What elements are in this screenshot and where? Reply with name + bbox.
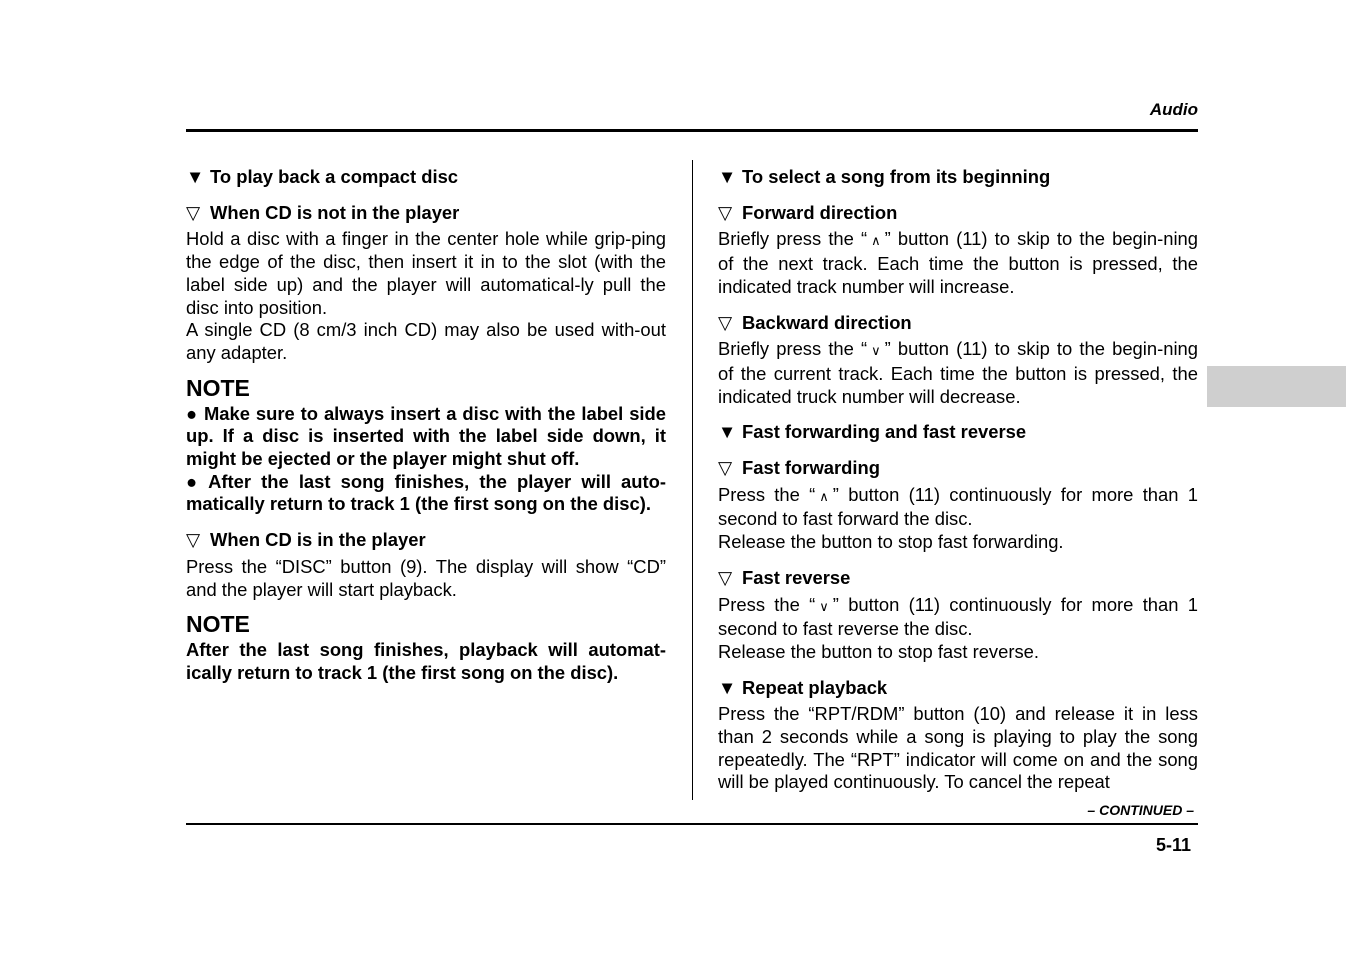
paragraph-fast-reverse: Press the “ ∨ ” button (11) continuously for more than 1 second to fast reverse the disc. (718, 593, 1199, 640)
paragraph-single-cd: A single CD (8 cm/3 inch CD) may also be used with-out any adapter. (186, 319, 666, 363)
up-arrow-icon: ∧ (871, 233, 881, 249)
heading-triangle-icon: ▼ (718, 421, 737, 443)
subheading-cd-not-in-player: ▽ When CD is not in the player (186, 201, 460, 223)
up-arrow-icon: ∧ (819, 488, 829, 504)
heading-triangle-icon: ▼ (186, 166, 205, 187)
bullet-icon: ● (186, 470, 203, 492)
subheading-triangle-icon: ▽ (718, 201, 733, 223)
paragraph-backward: Briefly press the “ ∨ ” button (11) to skip to the begin-ning of the current track. Each time the button is pressed, the indicated truck number will decrease. (718, 338, 1198, 407)
heading-play-back-cd: ▼ To play back a compact disc (186, 166, 459, 187)
subheading-fast-reverse: ▽ Fast reverse (718, 566, 851, 588)
paragraph-press-disc: Press the “DISC” button (9). The display will show “CD” and the player will start playback. (186, 555, 666, 600)
down-arrow-icon: ∨ (871, 343, 881, 359)
page-number: 5-11 (1155, 835, 1191, 855)
note-bullet-last-song: ● After the last song finishes, the player will auto-matically return to track 1 (the first song on the disc). (186, 470, 667, 515)
section-title: Audio (1149, 100, 1198, 119)
subheading-triangle-icon: ▽ (718, 566, 733, 588)
header-rule (186, 129, 1198, 132)
heading-fast-forward-reverse: ▼ Fast forwarding and fast reverse (718, 421, 1027, 443)
column-divider (692, 160, 693, 800)
chapter-tab (1207, 366, 1346, 407)
subheading-fast-forwarding: ▽ Fast forwarding (718, 457, 880, 479)
note-heading: NOTE (186, 611, 250, 638)
heading-triangle-icon: ▼ (718, 166, 737, 187)
paragraph-fast-reverse-release: Release the button to stop fast reverse. (718, 640, 1040, 662)
footer-rule (186, 823, 1198, 825)
paragraph-forward: Briefly press the “ ∧ ” button (11) to skip to the begin-ning of the next track. Each time the button is pressed, the indicated track number will increase. (718, 228, 1198, 297)
heading-triangle-icon: ▼ (718, 676, 737, 698)
heading-select-song: ▼ To select a song from its beginning (718, 166, 1051, 187)
note-heading: NOTE (186, 374, 250, 401)
paragraph-fast-forward: Press the “ ∧ ” button (11) continuously for more than 1 second to fast forward the disc. (718, 483, 1199, 530)
subheading-triangle-icon: ▽ (186, 529, 201, 551)
subheading-triangle-icon: ▽ (718, 311, 733, 333)
subheading-forward-direction: ▽ Forward direction (718, 201, 898, 223)
continued-label: – CONTINUED – (1087, 802, 1194, 818)
subheading-triangle-icon: ▽ (718, 457, 733, 479)
subheading-backward-direction: ▽ Backward direction (718, 311, 912, 333)
subheading-cd-in-player: ▽ When CD is in the player (186, 529, 426, 551)
down-arrow-icon: ∨ (819, 598, 829, 614)
paragraph-repeat: Press the “RPT/RDM” button (10) and release it in less than 2 seconds while a song is playing to play the song repeatedly. The “RPT” indicator will come on and the song will be played continuously. To cancel the repeat (718, 703, 1198, 793)
left-column (186, 166, 666, 685)
bullet-icon: ● (186, 402, 198, 424)
note-bullet-label-side: ● Make sure to always insert a disc with the label side up. If a disc is inserted with the label side down, it might be ejected or the player might shut off. (186, 402, 666, 470)
paragraph-insert-disc: Hold a disc with a finger in the center hole while grip-ping the edge of the disc, then insert it in to the slot (with the label side up) and the player will automatical-ly pull the disc into position. (186, 228, 666, 318)
note-text-last-song: After the last song finishes, playback will automat-ically return to track 1 (the first song on the disc). (186, 639, 666, 683)
subheading-triangle-icon: ▽ (186, 201, 201, 223)
paragraph-fast-forward-release: Release the button to stop fast forwarding. (718, 531, 1064, 553)
right-column (718, 166, 1198, 794)
heading-repeat-playback: ▼ Repeat playback (718, 676, 888, 698)
